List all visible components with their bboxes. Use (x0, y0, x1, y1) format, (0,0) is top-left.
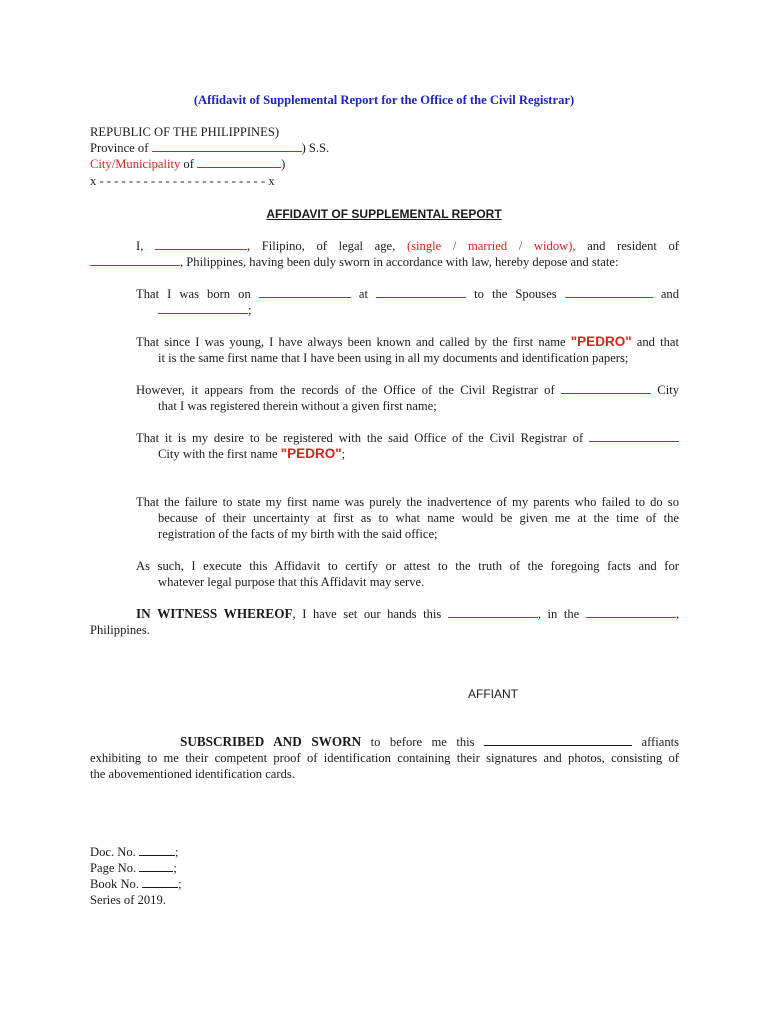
doc-semi: ; (174, 845, 179, 859)
desire-text: That it is my desire to be registered with the said Office of the Civil Registrar of (136, 431, 584, 445)
of-label: of (183, 157, 194, 171)
desired-name-pedro: "PEDRO" (280, 446, 342, 461)
known-end: and that (636, 335, 679, 349)
civil-status-options: (single / married / widow), (406, 239, 576, 253)
intro-resident: and resident of (587, 239, 679, 253)
page-label: Page No. (90, 861, 137, 875)
desire-line-2 (158, 446, 345, 462)
witness-line-1 (136, 606, 679, 622)
name-blank (155, 238, 247, 250)
born-end: ; (248, 303, 252, 317)
born-spouses: to the Spouses (474, 287, 557, 301)
intro-line-1 (136, 238, 679, 254)
doc-blank (139, 844, 175, 856)
notary-page (90, 860, 177, 876)
however-text: However, it appears from the records of the Office of the Civil Registrar of (136, 383, 555, 397)
birth-place-blank (376, 286, 466, 298)
venue-separator: x - - - - - - - - - - - - - - - - - - - - - - - x (90, 174, 275, 188)
sworn-line-2: exhibiting to me their competent proof of identification containing their signatures and photos, consisting of (90, 751, 679, 765)
intro-i: I, (136, 239, 144, 253)
birth-date-blank (259, 286, 351, 298)
notary-series: Series of 2019. (90, 893, 166, 907)
first-name-pedro: "PEDRO" (570, 334, 632, 349)
province-blank (152, 140, 302, 152)
known-text: That since I was young, I have always been known and called by the first name (136, 335, 566, 349)
witness-in-the: , in the (537, 607, 580, 621)
witness-line-2: Philippines. (90, 623, 150, 637)
mother-blank (158, 302, 248, 314)
city-label: City/Municipality (90, 157, 181, 171)
sworn-line-3: the abovementioned identification cards. (90, 767, 295, 781)
registrar-city-blank (561, 382, 651, 394)
venue-province (90, 140, 329, 156)
sworn-heading: SUBSCRIBED AND SWORN (180, 734, 362, 749)
province-suffix: ) S.S. (301, 141, 330, 155)
born-text: That I was born on (136, 287, 251, 301)
intro-line-2 (90, 254, 680, 270)
however-line-2: that I was registered therein without a given first name; (158, 399, 437, 413)
book-label: Book No. (90, 877, 139, 891)
witness-place-blank (586, 606, 676, 618)
sworn-date-blank (484, 734, 632, 746)
notary-doc (90, 844, 178, 860)
book-blank (142, 876, 178, 888)
desire-city-blank (589, 430, 679, 442)
intro-line2-text: , Philippines, having been duly sworn in accordance with law, hereby depose and state: (180, 255, 619, 269)
page-semi: ; (173, 861, 177, 875)
residence-blank (90, 254, 180, 266)
sworn-affiants: affiants (641, 735, 680, 749)
born-at: at (358, 287, 368, 301)
notary-book (90, 876, 182, 892)
desire-end: ; (341, 447, 346, 461)
desire-line2-text: City with the first name (158, 447, 278, 461)
witness-end: , (675, 607, 679, 621)
however-city: City (657, 383, 679, 397)
such-line-1: As such, I execute this Affidavit to certify or attest to the truth of the foregoing facts and for (136, 559, 679, 573)
sworn-line-1 (180, 734, 679, 750)
sworn-text: to before me this (370, 735, 475, 749)
failure-line-3: registration of the facts of my birth with the said office; (158, 527, 438, 541)
page-blank (139, 860, 173, 872)
desire-line-1 (136, 430, 679, 446)
born-and: and (660, 287, 679, 301)
book-semi: ; (178, 877, 182, 891)
failure-line-2: because of their uncertainty at first as to what name would be given me at the time of the (158, 511, 679, 525)
known-line-1 (136, 334, 679, 350)
doc-label: Doc. No. (90, 845, 136, 859)
witness-date-blank (448, 606, 538, 618)
witness-heading: IN WITNESS WHEREOF (136, 606, 293, 621)
such-line-2: whatever legal purpose that this Affidavit may serve. (158, 575, 425, 589)
failure-line-1: That the failure to state my first name was purely the inadvertence of my parents who failed to do so (136, 495, 679, 509)
city-suffix: ) (281, 157, 286, 171)
venue-city (90, 156, 285, 172)
affidavit-title: AFFIDAVIT OF SUPPLEMENTAL REPORT (266, 207, 502, 221)
father-blank (565, 286, 653, 298)
however-line-1 (136, 382, 679, 398)
affiant-label: AFFIANT (468, 687, 518, 701)
known-line-2: it is the same first name that I have been using in all my documents and identification papers; (158, 351, 629, 365)
city-blank (197, 156, 281, 168)
province-label: Province of (90, 141, 149, 155)
witness-text: , I have set our hands this (292, 607, 442, 621)
born-line-2 (158, 302, 252, 318)
born-line-1 (136, 286, 679, 302)
header-note: (Affidavit of Supplemental Report for the Office of the Civil Registrar) (193, 93, 575, 107)
venue-republic: REPUBLIC OF THE PHILIPPINES) (90, 125, 280, 139)
intro-filipino: , Filipino, of legal age, (246, 239, 396, 253)
